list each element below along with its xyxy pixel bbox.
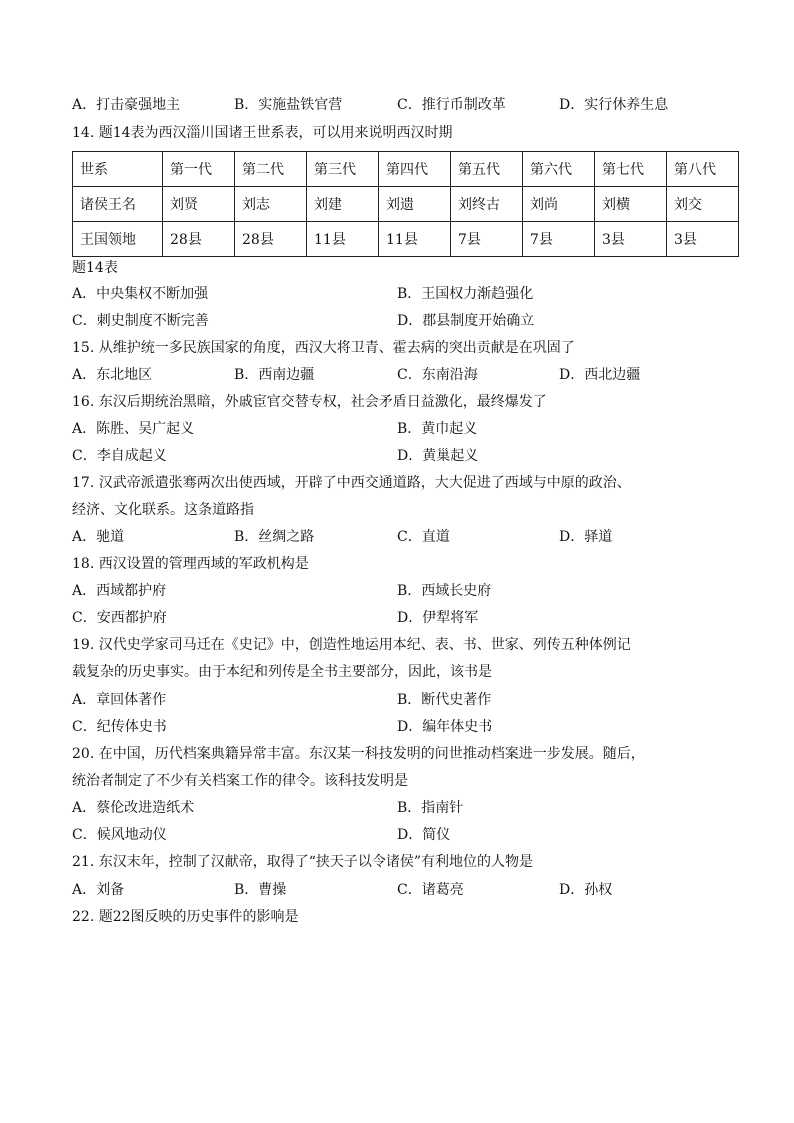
q16-option-c[interactable]: C．李自成起义: [72, 448, 167, 464]
q19-option-a[interactable]: A．章回体著作: [72, 692, 167, 708]
q13-option-d[interactable]: D．实行休养生息: [559, 97, 669, 113]
table-cell: 3县: [667, 222, 739, 257]
q21-option-a[interactable]: A．刘备: [72, 882, 125, 898]
q15-stem: 15. 从维护统一多民族国家的角度，西汉大将卫青、霍去病的突出贡献是在巩固了: [72, 340, 575, 356]
q17-option-d[interactable]: D．驿道: [559, 529, 613, 545]
q17-stem-line2: 经济、文化联系。这条道路指: [72, 502, 254, 518]
q14-option-a[interactable]: A．中央集权不断加强: [72, 286, 209, 302]
table-cell: 28县: [235, 222, 307, 257]
q19-option-c[interactable]: C．纪传体史书: [72, 719, 167, 735]
table-row: [73, 152, 739, 187]
table-cell: 第三代: [307, 152, 379, 187]
table-cell: 世系: [73, 152, 163, 187]
table-cell: 刘交: [667, 187, 739, 222]
table-cell: 王国领地: [73, 222, 163, 257]
q17-option-a[interactable]: A．驰道: [72, 529, 125, 545]
table-cell: 11县: [307, 222, 379, 257]
table-cell: 刘横: [595, 187, 667, 222]
q20-stem-line1: 20. 在中国，历代档案典籍异常丰富。东汉某一科技发明的问世推动档案进一步发展。随后，: [72, 746, 645, 762]
table-cell: 3县: [595, 222, 667, 257]
table-cell: 刘尚: [523, 187, 595, 222]
table-cell: 诸侯王名: [73, 187, 163, 222]
q20-option-b[interactable]: B．指南针: [397, 800, 464, 816]
q19-option-d[interactable]: D．编年体史书: [397, 719, 493, 735]
table-cell: 第一代: [163, 152, 235, 187]
q15-option-c[interactable]: C．东南沿海: [397, 367, 478, 383]
table-cell: 刘遗: [379, 187, 451, 222]
table-cell: 第五代: [451, 152, 523, 187]
q18-option-b[interactable]: B．西域长史府: [397, 583, 492, 599]
q16-stem: 16. 东汉后期统治黑暗，外戚宦官交替专权，社会矛盾日益激化，最终爆发了: [72, 394, 547, 410]
q13-option-a[interactable]: A．打击豪强地主: [72, 97, 181, 113]
q13-option-c[interactable]: C．推行币制改革: [397, 97, 506, 113]
q14-option-c[interactable]: C．刺史制度不断完善: [72, 313, 209, 329]
q19-stem-line1: 19. 汉代史学家司马迁在《史记》中，创造性地运用本纪、表、书、世家、列传五种体例记: [72, 637, 631, 653]
q17-stem-line1: 17. 汉武帝派遣张骞两次出使西域，开辟了中西交通道路，大大促进了西域与中原的政治、: [72, 475, 631, 491]
q18-option-c[interactable]: C．安西都护府: [72, 610, 167, 626]
q16-option-b[interactable]: B．黄巾起义: [397, 421, 478, 437]
q21-option-d[interactable]: D．孙权: [559, 882, 613, 898]
q17-option-c[interactable]: C．直道: [397, 529, 450, 545]
q20-option-a[interactable]: A．蔡伦改进造纸术: [72, 800, 195, 816]
q13-option-b[interactable]: B．实施盐铁官营: [234, 97, 343, 113]
q14-option-b[interactable]: B．王国权力渐趋强化: [397, 286, 534, 302]
table-cell: 第七代: [595, 152, 667, 187]
table-cell: 7县: [523, 222, 595, 257]
table-cell: 7县: [451, 222, 523, 257]
q14-option-d[interactable]: D．郡县制度开始确立: [397, 313, 535, 329]
q15-option-a[interactable]: A．东北地区: [72, 367, 153, 383]
q16-option-d[interactable]: D．黄巢起义: [397, 448, 479, 464]
q21-option-c[interactable]: C．诸葛亮: [397, 882, 464, 898]
q15-option-b[interactable]: B．西南边疆: [234, 367, 315, 383]
table-cell: 第八代: [667, 152, 739, 187]
table-cell: 第二代: [235, 152, 307, 187]
q21-stem: 21. 东汉末年，控制了汉献帝，取得了“挟天子以令诸侯”有利地位的人物是: [72, 854, 534, 870]
q18-stem: 18. 西汉设置的管理西域的军政机构是: [72, 556, 309, 572]
q18-option-a[interactable]: A．西域都护府: [72, 583, 167, 599]
table-cell: 刘贤: [163, 187, 235, 222]
q17-option-b[interactable]: B．丝绸之路: [234, 529, 315, 545]
q18-option-d[interactable]: D．伊犁将军: [397, 610, 479, 626]
q16-option-a[interactable]: A．陈胜、吴广起义: [72, 421, 195, 437]
q14-stem: 14. 题14表为西汉淄川国诸王世系表，可以用来说明西汉时期: [72, 125, 453, 141]
table-cell: 刘建: [307, 187, 379, 222]
q19-stem-line2: 载复杂的历史事实。由于本纪和列传是全书主要部分，因此，该书是: [72, 664, 492, 680]
q14-table: [72, 151, 739, 257]
table-cell: 第六代: [523, 152, 595, 187]
q21-option-b[interactable]: B．曹操: [234, 882, 287, 898]
q14-table-caption: 题14表: [72, 260, 118, 276]
q20-option-c[interactable]: C．候风地动仪: [72, 827, 167, 843]
q22-stem: 22. 题22图反映的历史事件的影响是: [72, 909, 299, 925]
table-cell: 11县: [379, 222, 451, 257]
table-cell: 28县: [163, 222, 235, 257]
table-row: [73, 187, 739, 222]
table-row: [73, 222, 739, 257]
q15-option-d[interactable]: D．西北边疆: [559, 367, 641, 383]
table-cell: 刘志: [235, 187, 307, 222]
q20-stem-line2: 统治者制定了不少有关档案工作的律令。该科技发明是: [72, 773, 408, 789]
table-cell: 第四代: [379, 152, 451, 187]
q19-option-b[interactable]: B．断代史著作: [397, 692, 492, 708]
q20-option-d[interactable]: D．简仪: [397, 827, 451, 843]
table-cell: 刘终古: [451, 187, 523, 222]
